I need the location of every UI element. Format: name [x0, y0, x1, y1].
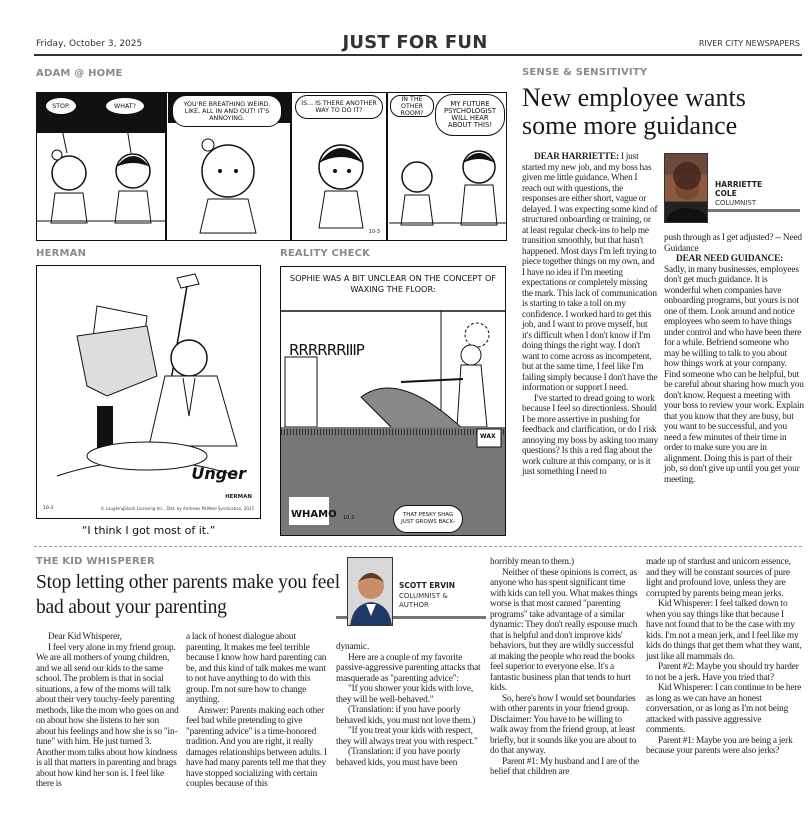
comic-reality-check [280, 266, 506, 536]
boy-drawing [293, 93, 388, 240]
paragraph: (Translation: if you have poorly behaved kids, you must have been [336, 747, 461, 768]
paragraph: made up of stardust and unicorn essence, and they will be constant sources of pure light and profound love, unless they are corrupted by parents being mean jerks. [646, 557, 791, 599]
copyright: © LaughingStock Licensing Inc., Dist. by Andrews McMeel Syndication, 2025 [100, 506, 254, 511]
byline-rule [393, 616, 486, 619]
answer-salutation: DEAR NEED GUIDANCE: [676, 254, 784, 264]
comic-panel-3 [293, 93, 388, 240]
kids-drawing [37, 93, 167, 240]
article-column-4 [490, 557, 640, 778]
artist-signature: WHAMO [291, 509, 337, 520]
paragraph: a lack of honest dialogue about parenting. It makes me feel terrible because I know how hard parenting can be, and this kind of talk makes me want to not have anything to do with this group. I'm not sure how to change anything. [186, 632, 327, 705]
comic-label-adam: ADAM @ HOME [36, 68, 123, 79]
paragraph: dynamic. [336, 642, 370, 652]
waxing-floor-drawing [281, 267, 506, 536]
author-role: COLUMNIST & AUTHOR [399, 592, 448, 609]
section-label: THE KID WHISPERER [36, 556, 155, 567]
portrait-icon [665, 154, 708, 223]
artist-signature: Unger [191, 464, 246, 483]
byline-rule [336, 616, 347, 619]
kids-drawing [389, 93, 507, 240]
comic-label-herman: HERMAN [36, 248, 87, 259]
ripping-sound: RRRRRRIIIP [289, 341, 364, 359]
speech-bubble: IS... IS THERE ANOTHER WAY TO DO IT? [295, 95, 383, 119]
speech-bubble: YOU'RE BREATHING WEIRD. LIKE, ALL IN AND OUT! IT'S ANNOYING. [172, 95, 282, 127]
section-label: SENSE & SENSITIVITY [522, 67, 648, 78]
paragraph: Neither of these opinions is correct, as anyone who has spent significant time with kids can tell you. What makes things worse is that most canned "parenting programs" take advantage of a similar dynamic: They don't really espouse much that is helpful and don't improve kids' behaviors, but they are wildly successful at making the people who read the books feel superior to everyone else. It's a fantastic business plan that tends to hurt kids. [490, 567, 638, 693]
paragraph: I've started to dread going to work because I feel so directionless. Should I be more assertive in pushing for feedback and clarification, or do I risk annoying my boss by asking too many questions? Is this a red flag about the work culture at this company, or is it just something I need to [522, 393, 659, 477]
paragraph: Parent #2: Maybe you should try harder to not be a jerk. Have you tried that? [646, 662, 799, 683]
paragraph [522, 152, 658, 394]
header-rule [34, 54, 802, 56]
speech-bubble: STOP. [45, 97, 77, 115]
columnist-photo [664, 153, 708, 223]
portrait-icon [348, 558, 393, 626]
article-column-2 [664, 233, 804, 485]
speech-bubble: IN THE OTHER ROOM? [390, 95, 434, 117]
letter-salutation: DEAR HARRIETTE: [534, 152, 620, 162]
section-divider [34, 546, 802, 547]
paragraph: Dear Kid Whisperer, [48, 632, 122, 642]
byline-rule [708, 209, 800, 212]
speech-bubble: WHAT? [105, 97, 145, 115]
paragraph [664, 254, 804, 485]
article-column-3 [336, 642, 486, 768]
paragraph: Answer: Parents making each other feel bad while pretending to give "parenting advice" is a time-honored tradition. And you are right, it really damages relationships between adults. I have had many parents tell me that they have stopped socializing with certain couples because of this [186, 705, 327, 789]
strip-date: 10-3 [368, 229, 380, 235]
comic-panel-4 [389, 93, 507, 240]
paragraph: push through as I get adjusted? -- Need Guidance [664, 233, 802, 254]
herman-caption: “I think I got most of it.” [81, 524, 216, 537]
article-headline: Stop letting other parents make you feel bad about your parenting [36, 572, 340, 618]
paragraph-text: I just started my new job, and my boss has given me little guidance. When I reach out with questions, the responses are either short, vague or delayed. I was expecting some kind of structured onboarding or training, or at least regular check-ins to help me transition smoothly, but that hasn't happened. Most days I'm left trying to piece together things on my own, and I have no idea if I'm meeting expectations or completely missing the mark. This lack of communication is starting to take a toll on my confidence. I worked hard to get this job, and I want to prove myself, but it's difficult when I don't know if I'm doing things the right way. I don't want to come across as incompetent, but at the same time, I feel like I'm failing simply because I don't have the information or support I need. [522, 152, 658, 393]
comic-label-reality-check: REALITY CHECK [280, 248, 371, 259]
paragraph: "If you shower your kids with love, they will be well-behaved." [336, 684, 474, 705]
article-column-1 [522, 152, 658, 478]
paragraph: Here are a couple of my favorite passive-aggressive parenting attacks that masquerade as "parenting advice": [336, 652, 481, 684]
comic-herman [36, 265, 261, 519]
paragraph: Parent #1: Maybe you are being a jerk because your parents were also jerks? [646, 735, 793, 756]
article-column-2 [186, 632, 332, 790]
strip-date: 10-3 [43, 506, 54, 511]
paragraph: Kid Whisperer: I feel talked down to when you say things like that because I have not found that to be the case with my kids. I'm not a mean jerk, and I feel like my kids do things that get them what they want, just like all mammals do. [646, 599, 802, 662]
issue-date: Friday, October 3, 2025 [36, 39, 143, 49]
speech-bubble: MY FUTURE PSYCHOLOGIST WILL HEAR ABOUT THIS! [435, 94, 505, 136]
article-column-1 [36, 632, 180, 790]
strip-date: 10-3 [343, 515, 355, 521]
comic-caption: SOPHIE WAS A BIT UNCLEAR ON THE CONCEPT OF WAXING THE FLOOR: [289, 273, 497, 294]
wax-can-label: WAX [480, 433, 496, 440]
author-name: HARRIETTE COLE [715, 180, 763, 198]
herman-logo: HERMAN [225, 494, 252, 500]
girl-drawing [168, 93, 292, 240]
paragraph: "If you treat your kids with respect, they will always treat you with respect." [336, 726, 478, 747]
paragraph: So, here's how I would set boundaries with other parents in your friend group. Disclaimer: You have to be willing to walk away from the friend group, at least briefly, but it sounds like you are about to do that anyway. [490, 693, 637, 756]
columnist-photo [347, 557, 393, 626]
page-title: JUST FOR FUN [342, 32, 488, 53]
paragraph: I feel very alone in my friend group. We are all mothers of young children, and we all send our kids to the same school. The problem is that in social situations, a few of the moms will talk about their very touchy-feely parenting methods, like the mom who goes on and on about how she listens to her son about his feelings and how she is so "in-tune" with him. He just turned 3. Another mom talks about how kindness is all that matters in parenting and brags about how kind her son is. I feel like there is [36, 642, 179, 789]
publication-name: RIVER CITY NEWSPAPERS [698, 39, 800, 48]
article-column-5 [646, 557, 802, 757]
paragraph-text: Sadly, in many businesses, employees don't get much guidance. It is wonderful when companies have onboarding programs, but yours is not one of them. Look around and notice employees who seem to have things under control and who have been there for a while. Befriend someone who may be willing to talk to you about how things work at your company. Find someone who can be helpful, but be careful about sharing how much you don't know. Request a meeting with your boss to review your work. Explain that you know that they are busy, but you want to be successful, and you need a few minutes of their time in order to make sure you are in alignment. Doing this is part of their job, so don't give up until you get your meeting. [664, 264, 804, 485]
paragraph: horribly mean to them.) [490, 557, 574, 567]
comic-panel-2 [168, 93, 292, 240]
author-role: COLUMNIST [715, 199, 757, 207]
paragraph: (Translation: if you have poorly behaved kids, you must not love them.) [336, 705, 476, 726]
comic-panel-1 [37, 93, 167, 240]
article-headline: New employee wants some more guidance [522, 83, 746, 140]
paragraph: Kid Whisperer: I can continue to be here as long as we can have an honest conversation, or as long as I'm not being attacked with passive aggressive comments. [646, 683, 802, 735]
speech-bubble: THAT PESKY SHAG JUST GROWS BACK- [393, 505, 463, 533]
author-name: SCOTT ERVIN [399, 581, 456, 590]
comic-adam-at-home [36, 92, 507, 241]
paragraph: Parent #1: My husband and I are of the belief that children are [490, 756, 639, 777]
